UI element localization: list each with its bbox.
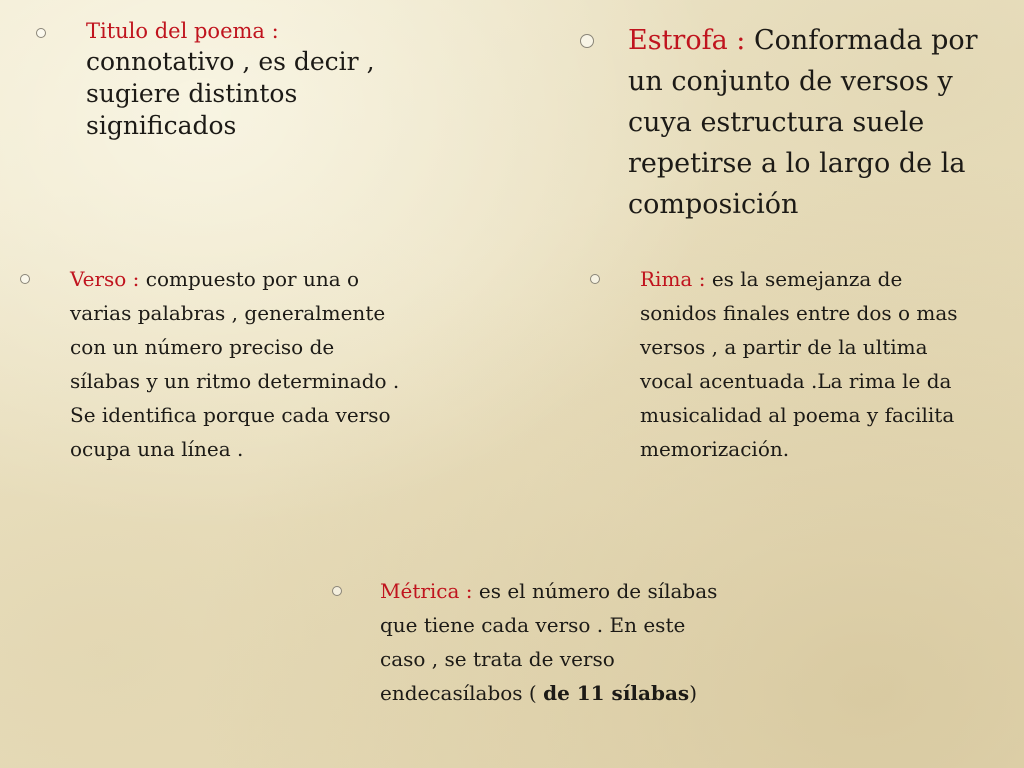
estrofa-label: Estrofa : — [628, 25, 746, 56]
metrica-label: Métrica : — [380, 579, 473, 603]
verso-text: compuesto por una o varias palabras , generalmente con un número preciso de sílabas y un ritmo determinado . Se identifica porque cada verso ocupa una línea . — [70, 267, 400, 461]
titulo-content — [86, 16, 416, 142]
rima-content — [640, 262, 970, 466]
hollow-circle-bullet-icon — [20, 274, 30, 284]
verso-label: Verso : — [70, 267, 140, 291]
verso-item — [20, 262, 410, 466]
hollow-circle-bullet-icon — [332, 586, 342, 596]
metrica-emphasis: de 11 sílabas — [543, 681, 690, 705]
estrofa-item — [580, 20, 1000, 225]
verso-section — [20, 262, 410, 466]
metrica-text: es el número de sílabas que tiene cada verso . En este caso , se trata de verso endecasílabos ( — [380, 579, 718, 705]
hollow-circle-bullet-icon — [590, 274, 600, 284]
metrica-content — [380, 574, 732, 710]
estrofa-content — [628, 20, 1000, 225]
estrofa-text: Conformada por un conjunto de versos y cuya estructura suele repetirse a lo largo de la composición — [628, 25, 978, 220]
metrica-section — [332, 574, 732, 710]
titulo-item — [36, 16, 416, 142]
titulo-section — [36, 16, 416, 142]
metrica-close: ) — [689, 681, 697, 705]
rima-item — [590, 262, 970, 466]
hollow-circle-bullet-icon — [36, 28, 46, 38]
titulo-text: connotativo , es decir , sugiere distintos significados — [86, 47, 375, 140]
verso-content — [70, 262, 410, 466]
titulo-label: Titulo del poema : — [86, 19, 279, 43]
rima-label: Rima : — [640, 267, 706, 291]
hollow-circle-bullet-icon — [580, 34, 594, 48]
estrofa-section — [580, 20, 1000, 225]
rima-text: es la semejanza de sonidos finales entre dos o mas versos , a partir de la ultima vocal acentuada .La rima le da musicalidad al poema y facilita memorización. — [640, 267, 958, 461]
rima-section — [590, 262, 970, 466]
metrica-item — [332, 574, 732, 710]
